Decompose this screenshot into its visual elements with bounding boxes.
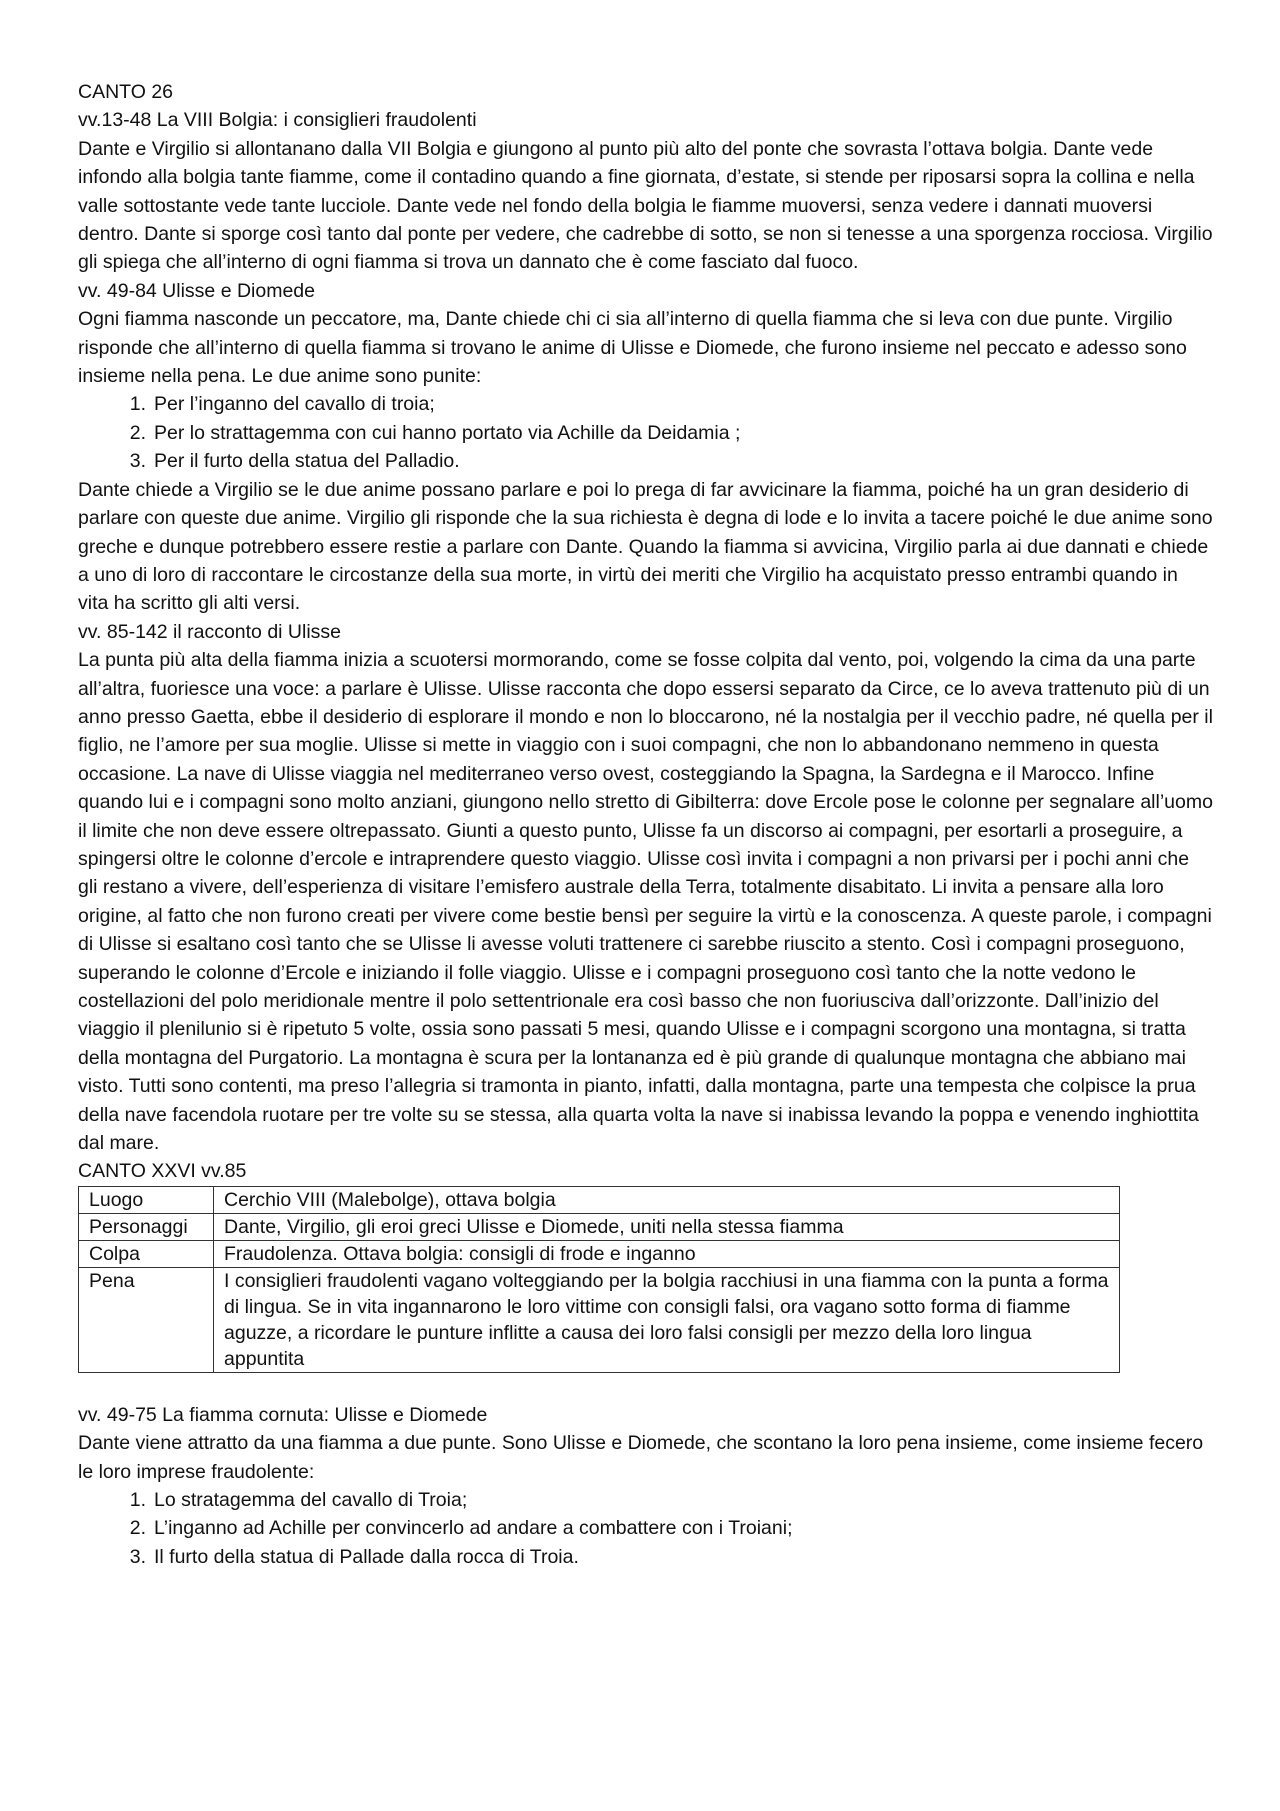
list-number: 1. [129,1489,146,1512]
numbered-list [78,1486,1213,1571]
paragraph: La punta più alta della fiamma inizia a scuotersi mormorando, come se fosse colpita dal vento, poi, volgendo la cima da una parte all’altra, fuoriesce una voce: a parlare è Ulisse. Ulisse racconta che dopo essersi separato da Circe, ce lo aveva trattenuto più di un anno presso Gaetta, ebbe il desiderio di esplorare il mondo e non lo bloccarono, né la nostalgia per il vecchio padre, né quella per il figlio, ne l’amore per sua moglie. Ulisse si mette in viaggio con i suoi compagni, che non lo abbandonano nemmeno in questa occasione. La nave di Ulisse viaggia nel mediterraneo verso ovest, costeggiando la Spagna, la Sardegna e il Marocco. Infine quando lui e i compagni sono molto anziani, giungono nello stretto di Gibilterra: dove Ercole pose le colonne per segnalare all’uomo il limite che non deve essere oltrepassato. Giunti a questo punto, Ulisse fa un discorso ai compagni, per esortarli a proseguire, a spingersi oltre le colonne d’ercole e intraprendere questo viaggio. Ulisse così invita i compagni a non privarsi per i pochi anni che gli restano a vivere, dell’esperienza di visitare l’emisfero australe della Terra, totalmente disabitato. Li invita a pensare alla loro origine, al fatto che non furono creati per vivere come bestie bensì per seguire la virtù e la conoscenza. A queste parole, i compagni di Ulisse si esaltano così tanto che se Ulisse li avesse voluti trattenere ci sarebbe riuscito a stento. Così i compagni proseguono, superando le colonne d’Ercole e iniziando il folle viaggio. Ulisse e i compagni proseguono così tanto che la notte vedono le costellazioni del polo meridionale mentre il polo settentrionale era così basso che non fuoriusciva dall’orizzonte. Dall’inizio del viaggio il plenilunio si è ripetuto 5 volte, ossia sono passati 5 mesi, quando Ulisse e i compagni scorgono una montagna, si tratta della montagna del Purgatorio. La montagna è scura per la lontananza ed è più grande di qualunque montagna che abbiano mai visto. Tutti sono contenti, ma preso l’allegria si tramonta in pianto, infatti, dalla montagna, parte una tempesta che colpisce la prua della nave facendola ruotare per tre volte su se stessa, alla quarta volta la nave si inabissa levando la poppa e venendo inghiottita dal mare. [78,649,1213,1155]
table-value: Dante, Virgilio, gli eroi greci Ulisse e Diomede, uniti nella stessa fiamma [214,1213,1120,1240]
paragraph: Dante chiede a Virgilio se le due anime possano parlare e poi lo prega di far avvicinare la fiamma, poiché ha un gran desiderio di parlare con queste due anime. Virgilio gli risponde che la sua richiesta è degna di lode e lo invita a tacere poiché le due anime sono greche e dunque potrebbero essere restie a parlare con Dante. Quando la fiamma si avvicina, Virgilio parla ai due dannati e chiede a uno di loro di raccontare le circostanze della sua morte, in virtù dei meriti che Virgilio ha acquistato presso entrambi quando in vita ha scritto gli alti versi. [78,478,1213,615]
list-item-text: L’inganno ad Achille per convincerlo ad andare a combattere con i Troiani; [154,1517,793,1540]
list-number: 3. [129,450,146,473]
spacer [78,1373,1213,1401]
section-heading: vv. 49-84 Ulisse e Diomede [78,279,315,302]
canto-title: CANTO 26 [78,81,174,103]
numbered-list [78,390,1213,475]
table-key: Colpa [79,1240,214,1267]
section-heading: vv.13-48 La VIII Bolgia: i consiglieri fraudolenti [78,109,477,132]
document-page [78,78,1213,1571]
paragraph: Dante viene attratto da una fiamma a due punte. Sono Ulisse e Diomede, che scontano la loro pena insieme, come insieme fecero le loro imprese fraudolente: [78,1432,1204,1483]
table-row [79,1267,1120,1372]
table-key: Personaggi [79,1213,214,1240]
table-value: Cerchio VIII (Malebolge), ottava bolgia [214,1186,1120,1213]
list-item [129,390,1213,418]
table-title: CANTO XXVI vv.85 [78,1160,247,1183]
table-row [79,1240,1120,1267]
list-number: 2. [129,1517,146,1540]
list-item-text: Lo stratagemma del cavallo di Troia; [154,1489,468,1512]
list-item-text: Per lo strattagemma con cui hanno portato via Achille da Deidamia ; [154,421,741,444]
list-item-text: Per il furto della statua del Palladio. [154,450,460,473]
paragraph: Dante e Virgilio si allontanano dalla VII Bolgia e giungono al punto più alto del ponte che sovrasta l’ottava bolgia. Dante vede infondo alla bolgia tante fiamme, come il contadino quando a fine giornata, d’estate, si stende per riposarsi sopra la collina e nella valle sottostante vede tante lucciole. Dante vede nel fondo della bolgia le fiamme muoversi, senza vedere i dannati muoversi dentro. Dante si sporge così tanto dal ponte per vedere, che cadrebbe di sotto, se non si tenesse a una sporgenza rocciosa. Virgilio gli spiega che all’interno di ogni fiamma si trova un dannato che è come fasciato dal fuoco. [78,137,1213,274]
table-row [79,1186,1120,1213]
list-number: 1. [129,393,146,416]
summary-table [78,1186,1120,1373]
list-item [129,447,1213,475]
table-row [79,1213,1120,1240]
section-heading: vv. 49-75 La fiamma cornuta: Ulisse e Diomede [78,1403,488,1426]
paragraph: Ogni fiamma nasconde un peccatore, ma, Dante chiede chi ci sia all’interno di quella fiamma che si leva con due punte. Virgilio risponde che all’interno di quella fiamma si trovano le anime di Ulisse e Diomede, che furono insieme nel peccato e adesso sono insieme nella pena. Le due anime sono punite: [78,308,1187,388]
list-item-text: Per l’inganno del cavallo di troia; [154,393,435,416]
table-value: Fraudolenza. Ottava bolgia: consigli di frode e inganno [214,1240,1120,1267]
list-item [129,1486,1213,1514]
list-item [129,1514,1213,1542]
list-number: 3. [129,1545,146,1568]
list-item-text: Il furto della statua di Pallade dalla rocca di Troia. [154,1545,579,1568]
table-key: Luogo [79,1186,214,1213]
list-item [129,419,1213,447]
section-heading: vv. 85-142 il racconto di Ulisse [78,620,342,643]
table-value: I consiglieri fraudolenti vagano volteggiando per la bolgia racchiusi in una fiamma con la punta a forma di lingua. Se in vita ingannarono le loro vittime con consigli falsi, ora vagano sotto forma di fiamme aguzze, a ricordare le punture inflitte a causa dei loro falsi consigli per mezzo della loro lingua appuntita [214,1267,1120,1372]
table-key: Pena [79,1267,214,1372]
list-number: 2. [129,421,146,444]
list-item [129,1543,1213,1571]
